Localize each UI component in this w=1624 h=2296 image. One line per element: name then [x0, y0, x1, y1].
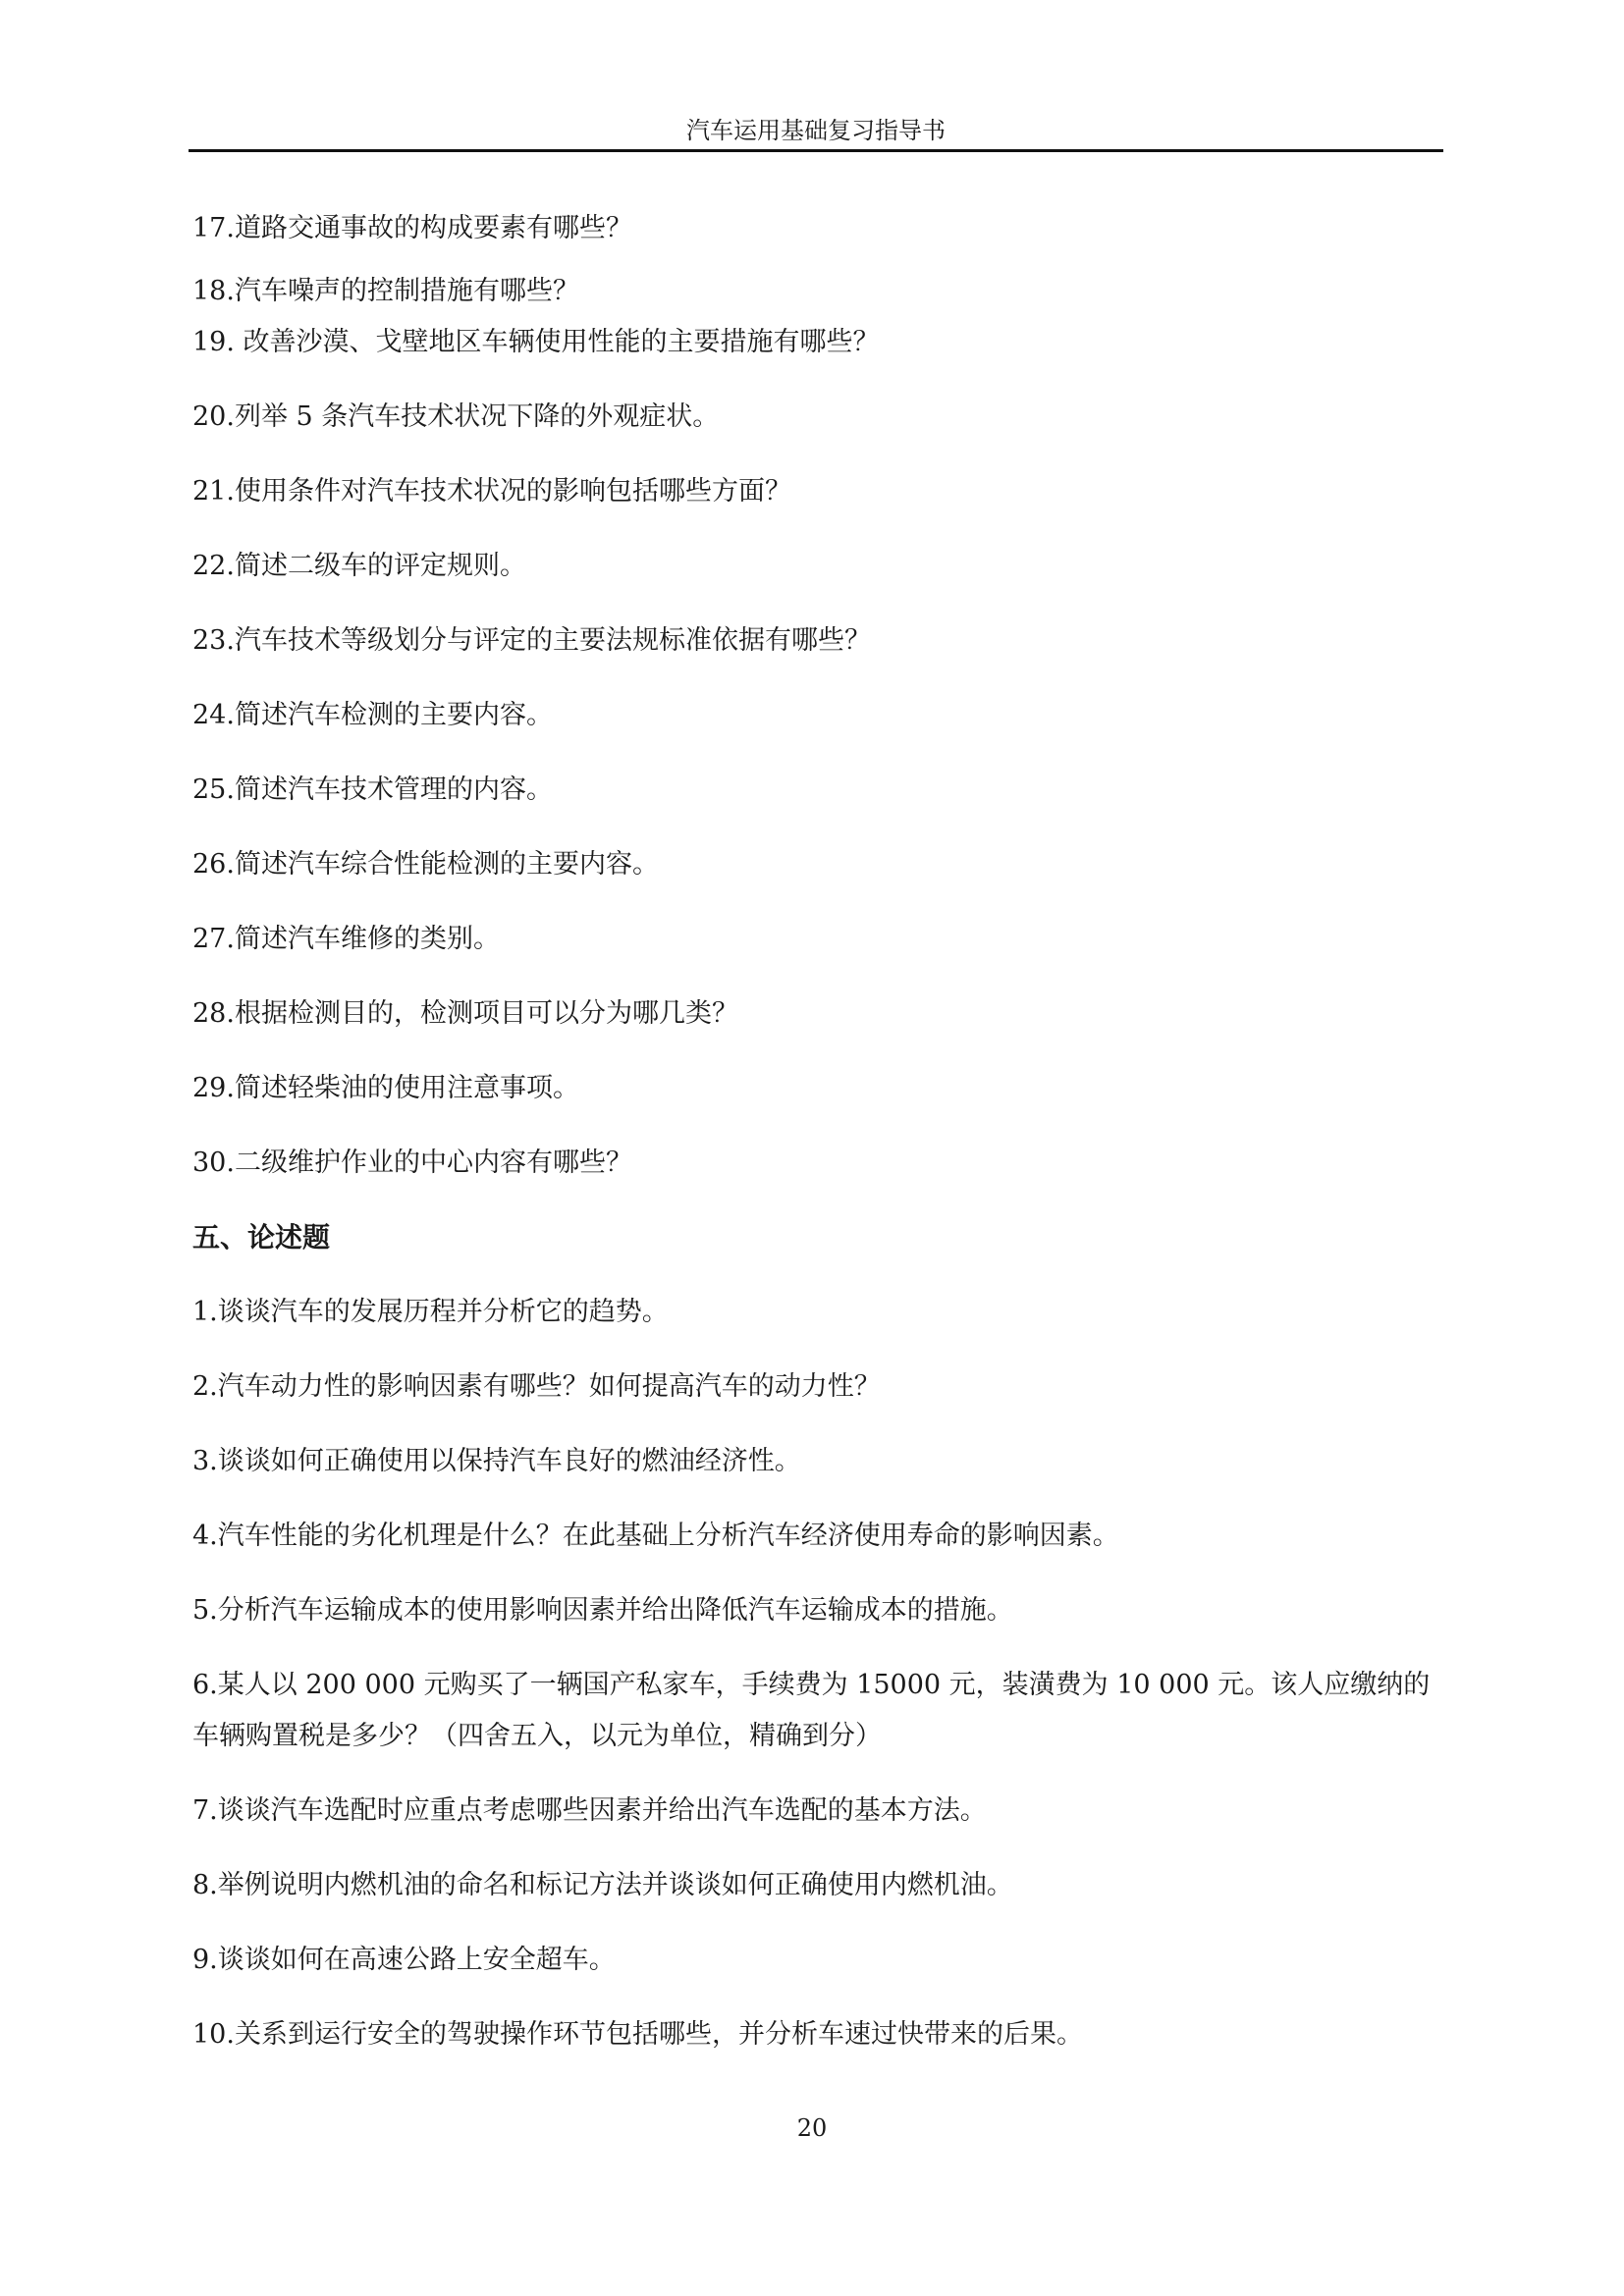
question-25: 25.简述汽车技术管理的内容。	[192, 774, 553, 805]
question-20: 20.列举 5 条汽车技术状况下降的外观症状。	[192, 401, 720, 432]
running-header: 汽车运用基础复习指导书	[686, 117, 946, 144]
question-30: 30.二级维护作业的中心内容有哪些？	[192, 1148, 632, 1178]
question-23: 23.汽车技术等级划分与评定的主要法规标准依据有哪些？	[192, 625, 871, 656]
essay-question-3: 3.谈谈如何正确使用以保持汽车良好的燃油经济性。	[192, 1446, 801, 1476]
question-21: 21.使用条件对汽车技术状况的影响包括哪些方面？	[192, 476, 791, 507]
question-22: 22.简述二级车的评定规则。	[192, 551, 526, 581]
essay-question-7: 7.谈谈汽车选配时应重点考虑哪些因素并给出汽车选配的基本方法。	[192, 1795, 987, 1826]
essay-question-9: 9.谈谈如何在高速公路上安全超车。	[192, 1945, 616, 1975]
header-rule	[189, 149, 1443, 152]
essay-question-5: 5.分析汽车运输成本的使用影响因素并给出降低汽车运输成本的措施。	[192, 1595, 1013, 1626]
page-number: 20	[796, 2114, 828, 2142]
question-26: 26.简述汽车综合性能检测的主要内容。	[192, 849, 659, 880]
question-18: 18.汽车噪声的控制措施有哪些？	[192, 276, 579, 306]
question-27: 27.简述汽车维修的类别。	[192, 924, 500, 954]
essay-question-10: 10.关系到运行安全的驾驶操作环节包括哪些，并分析车速过快带来的后果。	[192, 2019, 1083, 2050]
question-24: 24.简述汽车检测的主要内容。	[192, 700, 553, 730]
essay-question-6-continued: 车辆购置税是多少？（四舍五入，以元为单位，精确到分）	[192, 1721, 882, 1751]
question-28: 28.根据检测目的，检测项目可以分为哪几类？	[192, 998, 738, 1029]
essay-question-4: 4.汽车性能的劣化机理是什么？在此基础上分析汽车经济使用寿命的影响因素。	[192, 1521, 1119, 1551]
essay-question-8: 8.举例说明内燃机油的命名和标记方法并谈谈如何正确使用内燃机油。	[192, 1870, 1013, 1900]
question-29: 29.简述轻柴油的使用注意事项。	[192, 1073, 579, 1103]
question-19: 19. 改善沙漠、戈壁地区车辆使用性能的主要措施有哪些？	[192, 327, 880, 357]
essay-question-2: 2.汽车动力性的影响因素有哪些？如何提高汽车的动力性？	[192, 1371, 881, 1402]
essay-question-1: 1.谈谈汽车的发展历程并分析它的趋势。	[192, 1297, 669, 1327]
essay-question-6: 6.某人以 200 000 元购买了一辆国产私家车，手续费为 15000 元，装潢费为 10 000 元。该人应缴纳的	[192, 1670, 1431, 1700]
question-17: 17.道路交通事故的构成要素有哪些？	[192, 213, 632, 243]
section-heading-essay: 五、论述题	[192, 1221, 331, 1254]
